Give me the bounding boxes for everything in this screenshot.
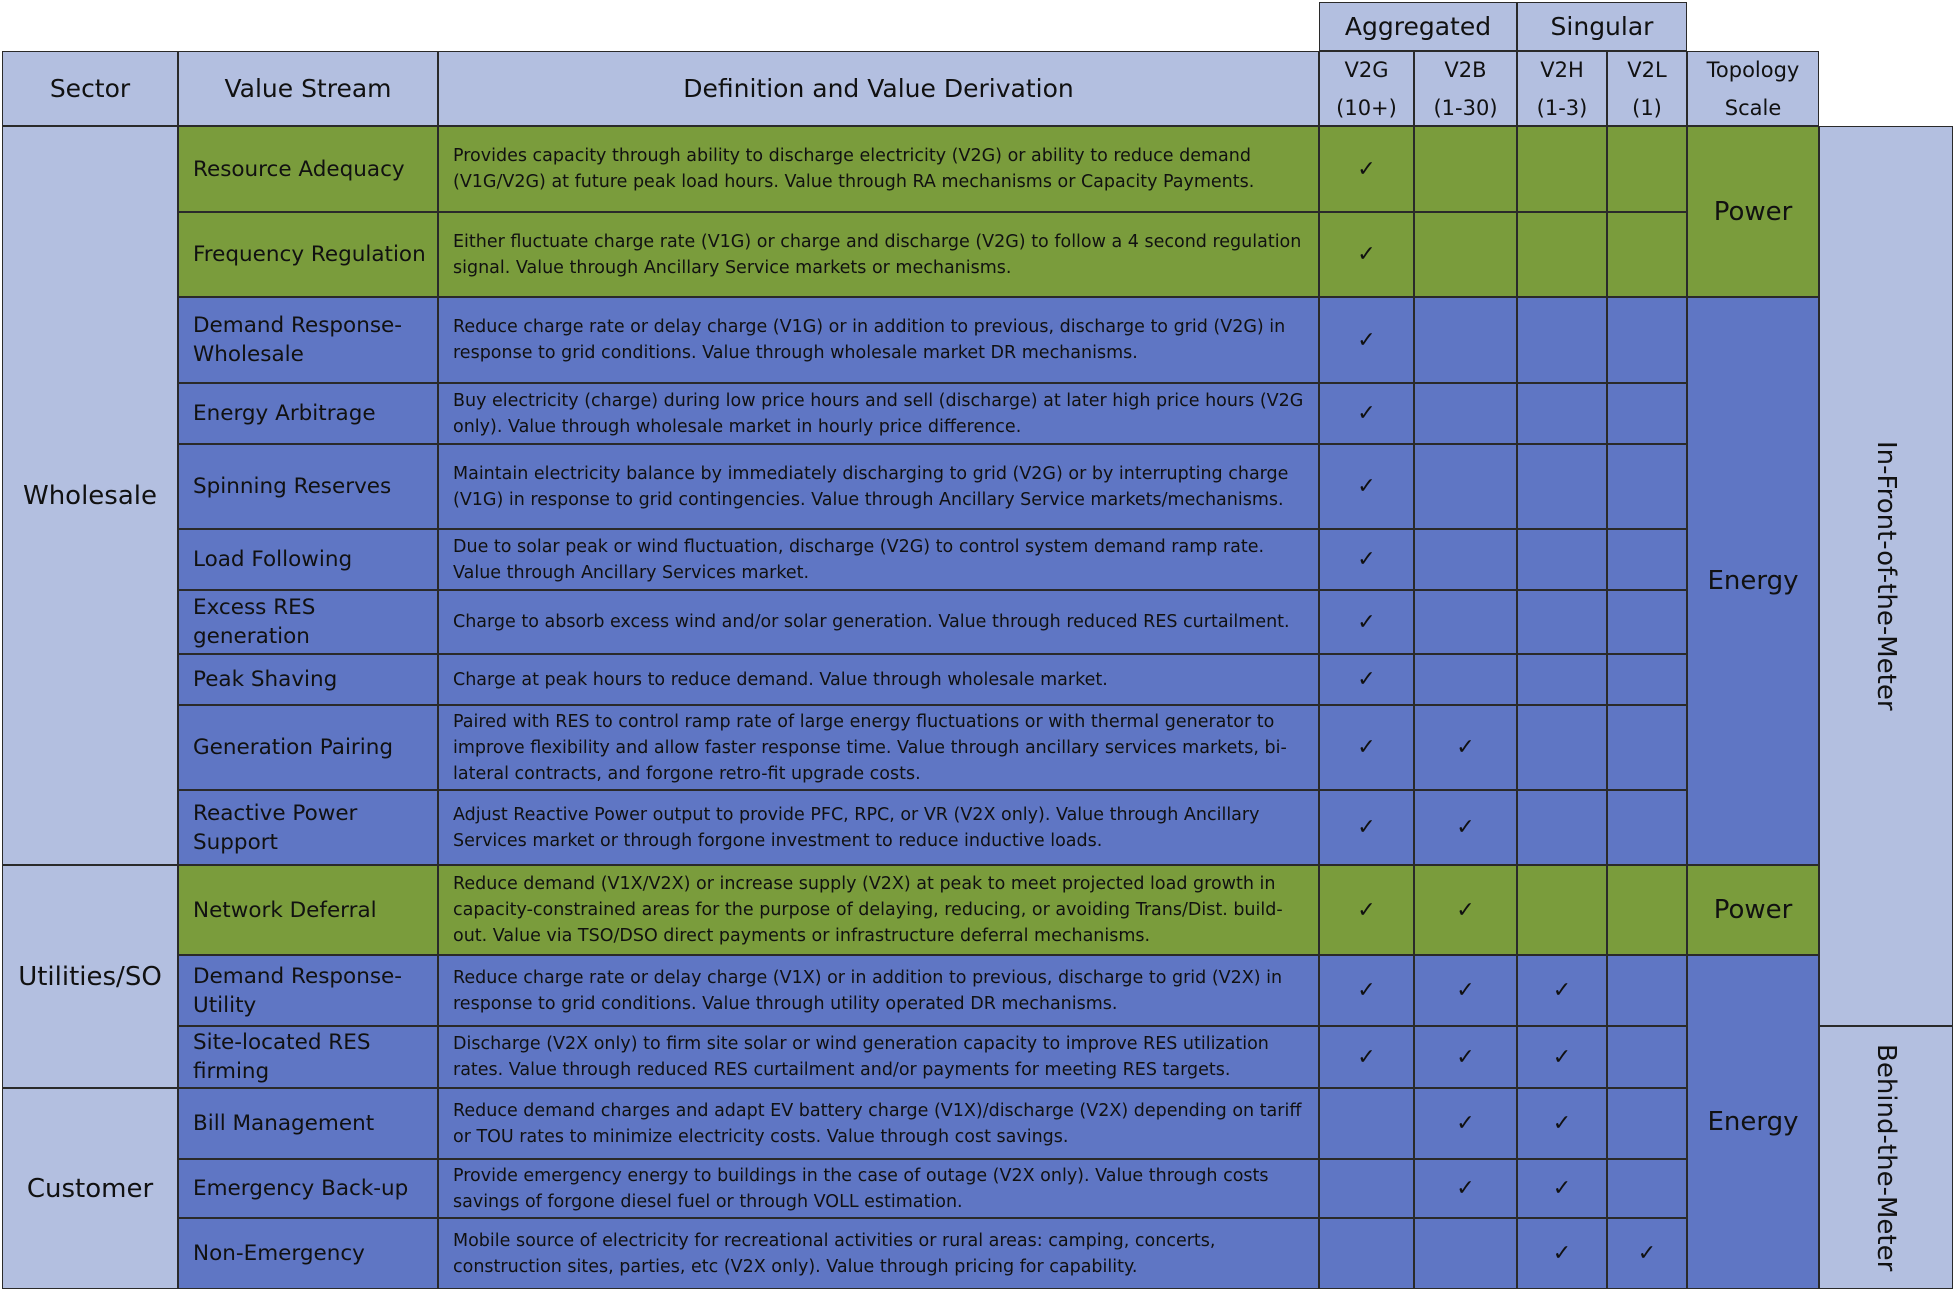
check-cell-v2g [1319, 1159, 1414, 1218]
check-cell-v2g [1319, 383, 1414, 444]
meter-cell-1 [1819, 126, 1953, 1026]
check-cell-v2l [1607, 654, 1687, 705]
header-v2g [1319, 51, 1414, 126]
check-cell-v2g [1319, 790, 1414, 865]
check-mark-icon: ✓ [1552, 1176, 1572, 1201]
check-mark-icon: ✓ [1456, 1111, 1475, 1136]
value-stream-label: Network Deferral [193, 897, 377, 923]
header-value-stream-label: Value Stream [224, 74, 392, 103]
check-cell-v2g [1319, 297, 1414, 383]
check-cell-v2h [1517, 297, 1607, 383]
sector-label: Wholesale [22, 480, 157, 511]
check-cell-v2h [1517, 529, 1607, 590]
header-aggregated-label: Aggregated [1344, 12, 1492, 41]
check-cell-v2g [1319, 529, 1414, 590]
value-stream-label: Demand Response-Wholesale [193, 313, 403, 367]
check-mark-icon: ✓ [1456, 1044, 1475, 1070]
check-cell-v2b [1414, 126, 1517, 212]
check-cell-v2l [1607, 790, 1687, 865]
definition-text: Either fluctuate charge rate (V1G) or charge and discharge (V2G) to follow a 4 second regulation signal. Value through Ancillary Service markets or mechanisms. [453, 231, 1302, 278]
sector-label: Customer [26, 1173, 154, 1204]
value-stream-cell [178, 705, 438, 790]
check-cell-v2b [1414, 790, 1517, 865]
header-v2h-label: V2H [1540, 57, 1584, 82]
value-stream-cell [178, 1088, 438, 1159]
check-mark-icon: ✓ [1552, 978, 1572, 1003]
topology-cell-2 [1687, 297, 1819, 865]
check-cell-v2l [1607, 297, 1687, 383]
check-cell-v2g [1319, 444, 1414, 529]
header-singular-label: Singular [1550, 12, 1654, 41]
check-cell-v2b [1414, 212, 1517, 297]
definition-cell [438, 126, 1319, 212]
check-cell-v2b [1414, 1026, 1517, 1088]
check-cell-v2l [1607, 1026, 1687, 1088]
header-topology-scale [1687, 51, 1819, 126]
check-cell-v2g [1319, 212, 1414, 297]
check-cell-v2h [1517, 1088, 1607, 1159]
check-mark-icon: ✓ [1552, 1044, 1572, 1070]
check-cell-v2b [1414, 955, 1517, 1026]
check-cell-v2g [1319, 1026, 1414, 1088]
definition-cell [438, 444, 1319, 529]
header-v2b-label: V2B [1444, 57, 1487, 82]
check-cell-v2g [1319, 865, 1414, 955]
definition-text: Maintain electricity balance by immediately discharging to grid (V2G) or by interrupting charge (V1G) in response to grid contingencies. Value through Ancillary Service markets/mechanisms. [453, 463, 1289, 510]
topology-label: Power [1713, 895, 1793, 925]
definition-cell [438, 790, 1319, 865]
header-singular [1517, 2, 1687, 51]
check-mark-icon: ✓ [1357, 474, 1376, 499]
value-stream-label: Bill Management [193, 1111, 375, 1136]
check-cell-v2l [1607, 955, 1687, 1026]
definition-cell [438, 212, 1319, 297]
check-cell-v2l [1607, 590, 1687, 654]
check-mark-icon: ✓ [1456, 1176, 1475, 1201]
definition-cell [438, 705, 1319, 790]
value-stream-label: Excess RES generation [193, 595, 316, 649]
header-definition-label: Definition and Value Derivation [683, 74, 1074, 103]
check-cell-v2l [1607, 383, 1687, 444]
definition-cell [438, 529, 1319, 590]
check-cell-v2h [1517, 126, 1607, 212]
definition-text: Paired with RES to control ramp rate of large energy fluctuations or with thermal generator to improve flexibility and allow faster response time. Value through ancillary services markets, bi-lateral contracts, and forgone retro-fit upgrade costs. [453, 711, 1287, 784]
check-cell-v2b [1414, 1218, 1517, 1289]
check-mark-icon: ✓ [1637, 1241, 1657, 1266]
check-cell-v2l [1607, 1159, 1687, 1218]
check-cell-v2h [1517, 1218, 1607, 1289]
meter-label: Behind-the-Meter [1871, 1043, 1901, 1272]
check-cell-v2b [1414, 705, 1517, 790]
value-stream-cell [178, 955, 438, 1026]
check-cell-v2b [1414, 1159, 1517, 1218]
check-cell-v2b [1414, 444, 1517, 529]
header-scale-label: Scale [1724, 95, 1782, 120]
check-cell-v2h [1517, 705, 1607, 790]
header-v2h-scale: (1-3) [1536, 95, 1588, 120]
value-stream-cell [178, 383, 438, 444]
definition-text: Reduce demand charges and adapt EV battery charge (V1X)/discharge (V2X) depending on tariff or TOU rates to minimize electricity costs. Value through cost savings. [453, 1100, 1302, 1147]
check-cell-v2b [1414, 297, 1517, 383]
header-v2l-scale: (1) [1632, 95, 1662, 120]
check-mark-icon: ✓ [1456, 978, 1475, 1003]
sector-cell-3 [2, 1088, 178, 1289]
header-v2h [1517, 51, 1607, 126]
meter-cell-2 [1819, 1026, 1953, 1289]
check-cell-v2l [1607, 126, 1687, 212]
check-cell-v2h [1517, 865, 1607, 955]
check-cell-v2l [1607, 1218, 1687, 1289]
value-stream-label: Spinning Reserves [193, 474, 392, 499]
check-mark-icon: ✓ [1357, 327, 1376, 353]
value-stream-cell [178, 297, 438, 383]
value-stream-label: Demand Response-Utility [193, 963, 403, 1018]
value-stream-label: Load Following [193, 547, 353, 572]
definition-text: Provide emergency energy to buildings in the case of outage (V2X only). Value through costs savings of forgone diesel fuel or through VOLL estimation. [453, 1165, 1269, 1212]
check-mark-icon: ✓ [1357, 156, 1376, 182]
header-aggregated [1319, 2, 1517, 51]
check-cell-v2b [1414, 1088, 1517, 1159]
check-cell-v2h [1517, 654, 1607, 705]
check-cell-v2b [1414, 865, 1517, 955]
check-cell-v2g [1319, 126, 1414, 212]
check-cell-v2h [1517, 444, 1607, 529]
check-cell-v2b [1414, 654, 1517, 705]
value-stream-label: Generation Pairing [193, 735, 394, 760]
value-stream-label: Non-Emergency [193, 1241, 365, 1266]
value-stream-cell [178, 1159, 438, 1218]
check-mark-icon: ✓ [1357, 547, 1376, 572]
check-cell-v2h [1517, 590, 1607, 654]
value-stream-cell [178, 529, 438, 590]
value-stream-cell [178, 212, 438, 297]
header-v2l-label: V2L [1627, 57, 1667, 82]
definition-cell [438, 865, 1319, 955]
check-cell-v2b [1414, 590, 1517, 654]
topology-cell-1 [1687, 126, 1819, 297]
definition-cell [438, 1088, 1319, 1159]
definition-text: Reduce demand (V1X/V2X) or increase supply (V2X) at peak to meet projected load growth in capacity-constrained areas for the purpose of delaying, reducing, or avoiding Trans/Dist. build-out. Value via TSO/DSO direct payments or infrastructure deferral mechanisms. [453, 874, 1283, 946]
check-mark-icon: ✓ [1357, 978, 1376, 1003]
value-stream-cell [178, 126, 438, 212]
check-mark-icon: ✓ [1456, 815, 1475, 840]
check-mark-icon: ✓ [1357, 735, 1376, 760]
check-cell-v2g [1319, 590, 1414, 654]
check-cell-v2b [1414, 529, 1517, 590]
definition-cell [438, 1026, 1319, 1088]
check-cell-v2l [1607, 1088, 1687, 1159]
header-sector-label: Sector [49, 74, 131, 103]
value-stream-cell [178, 1218, 438, 1289]
check-cell-v2b [1414, 383, 1517, 444]
check-cell-v2l [1607, 529, 1687, 590]
definition-text: Due to solar peak or wind fluctuation, discharge (V2G) to control system demand ramp rate. Value through Ancillary Services market. [453, 536, 1265, 583]
value-stream-label: Energy Arbitrage [193, 401, 376, 426]
check-mark-icon: ✓ [1357, 609, 1376, 635]
value-stream-label: Resource Adequacy [193, 156, 405, 182]
sector-cell-1 [2, 126, 178, 865]
value-stream-label: Emergency Back-up [193, 1176, 409, 1201]
check-mark-icon: ✓ [1456, 735, 1475, 760]
topology-cell-4 [1687, 955, 1819, 1289]
definition-text: Mobile source of electricity for recreational activities or rural areas: camping, concerts, construction sites, parties, etc (V2X only). Value through pricing for capability. [453, 1230, 1216, 1277]
check-cell-v2l [1607, 705, 1687, 790]
check-mark-icon: ✓ [1357, 815, 1376, 840]
header-v2l [1607, 51, 1687, 126]
definition-text: Reduce charge rate or delay charge (V1X) or in addition to previous, discharge to grid (V2X) in response to grid conditions. Value through utility operated DR mechanisms. [453, 967, 1283, 1014]
value-stream-label: Peak Shaving [193, 667, 338, 692]
definition-cell [438, 590, 1319, 654]
check-mark-icon: ✓ [1456, 897, 1475, 923]
check-cell-v2g [1319, 1088, 1414, 1159]
meter-label: In-Front-of-the-Meter [1871, 441, 1901, 711]
header-value-stream [178, 51, 438, 126]
topology-label: Energy [1707, 1107, 1799, 1137]
definition-cell [438, 654, 1319, 705]
check-cell-v2h [1517, 790, 1607, 865]
definition-cell [438, 1159, 1319, 1218]
definition-text: Charge to absorb excess wind and/or solar generation. Value through reduced RES curtailment. [453, 612, 1290, 632]
check-cell-v2l [1607, 212, 1687, 297]
check-cell-v2g [1319, 955, 1414, 1026]
value-stream-cell [178, 590, 438, 654]
header-v2g-label: V2G [1344, 57, 1389, 82]
check-mark-icon: ✓ [1357, 401, 1376, 426]
check-cell-v2l [1607, 865, 1687, 955]
check-cell-v2h [1517, 212, 1607, 297]
check-cell-v2g [1319, 705, 1414, 790]
definition-text: Charge at peak hours to reduce demand. Value through wholesale market. [453, 669, 1108, 690]
check-cell-v2h [1517, 383, 1607, 444]
value-stream-label: Reactive Power Support [193, 800, 358, 855]
header-v2b-scale: (1-30) [1433, 95, 1498, 120]
definition-cell [438, 955, 1319, 1026]
value-stream-cell [178, 790, 438, 865]
value-stream-cell [178, 444, 438, 529]
value-stream-cell [178, 1026, 438, 1088]
header-v2b [1414, 51, 1517, 126]
value-stream-label: Site-located RES firming [193, 1030, 371, 1084]
definition-cell [438, 1218, 1319, 1289]
topology-cell-3 [1687, 865, 1819, 955]
value-stream-cell [178, 865, 438, 955]
check-cell-v2h [1517, 955, 1607, 1026]
check-cell-v2l [1607, 444, 1687, 529]
definition-cell [438, 383, 1319, 444]
sector-cell-2 [2, 865, 178, 1088]
definition-text: Adjust Reactive Power output to provide PFC, RPC, or VR (V2X only). Value through Ancillary Services market or through forgone investment to reduce inductive loads. [453, 804, 1260, 851]
check-mark-icon: ✓ [1552, 1111, 1572, 1136]
check-cell-v2h [1517, 1026, 1607, 1088]
check-cell-v2g [1319, 654, 1414, 705]
sector-label: Utilities/SO [18, 961, 162, 992]
definition-text: Provides capacity through ability to discharge electricity (V2G) or ability to reduce demand (V1G/V2G) at future peak load hours. Value through RA mechanisms or Capacity Payments. [453, 146, 1255, 192]
header-topology-label: Topology [1706, 57, 1800, 82]
value-stream-label: Frequency Regulation [193, 242, 426, 267]
header-sector [2, 51, 178, 126]
definition-text: Reduce charge rate or delay charge (V1G) or in addition to previous, discharge to grid (V2G) in response to grid conditions. Value through wholesale market DR mechanisms. [453, 317, 1286, 363]
check-mark-icon: ✓ [1357, 1044, 1376, 1070]
value-stream-cell [178, 654, 438, 705]
check-cell-v2h [1517, 1159, 1607, 1218]
check-mark-icon: ✓ [1357, 242, 1376, 267]
topology-label: Power [1713, 196, 1793, 227]
check-mark-icon: ✓ [1357, 897, 1376, 923]
header-v2g-scale: (10+) [1336, 95, 1397, 120]
check-mark-icon: ✓ [1552, 1241, 1572, 1266]
header-definition [438, 51, 1319, 126]
definition-cell [438, 297, 1319, 383]
check-cell-v2g [1319, 1218, 1414, 1289]
definition-text: Discharge (V2X only) to firm site solar or wind generation capacity to improve RES utilization rates. Value through reduced RES curtailment and/or payments for meeting RES targets. [453, 1034, 1269, 1080]
definition-text: Buy electricity (charge) during low price hours and sell (discharge) at later high price hours (V2G only). Value through wholesale market in hourly price difference. [453, 390, 1304, 437]
topology-label: Energy [1707, 566, 1799, 596]
check-mark-icon: ✓ [1357, 667, 1376, 692]
